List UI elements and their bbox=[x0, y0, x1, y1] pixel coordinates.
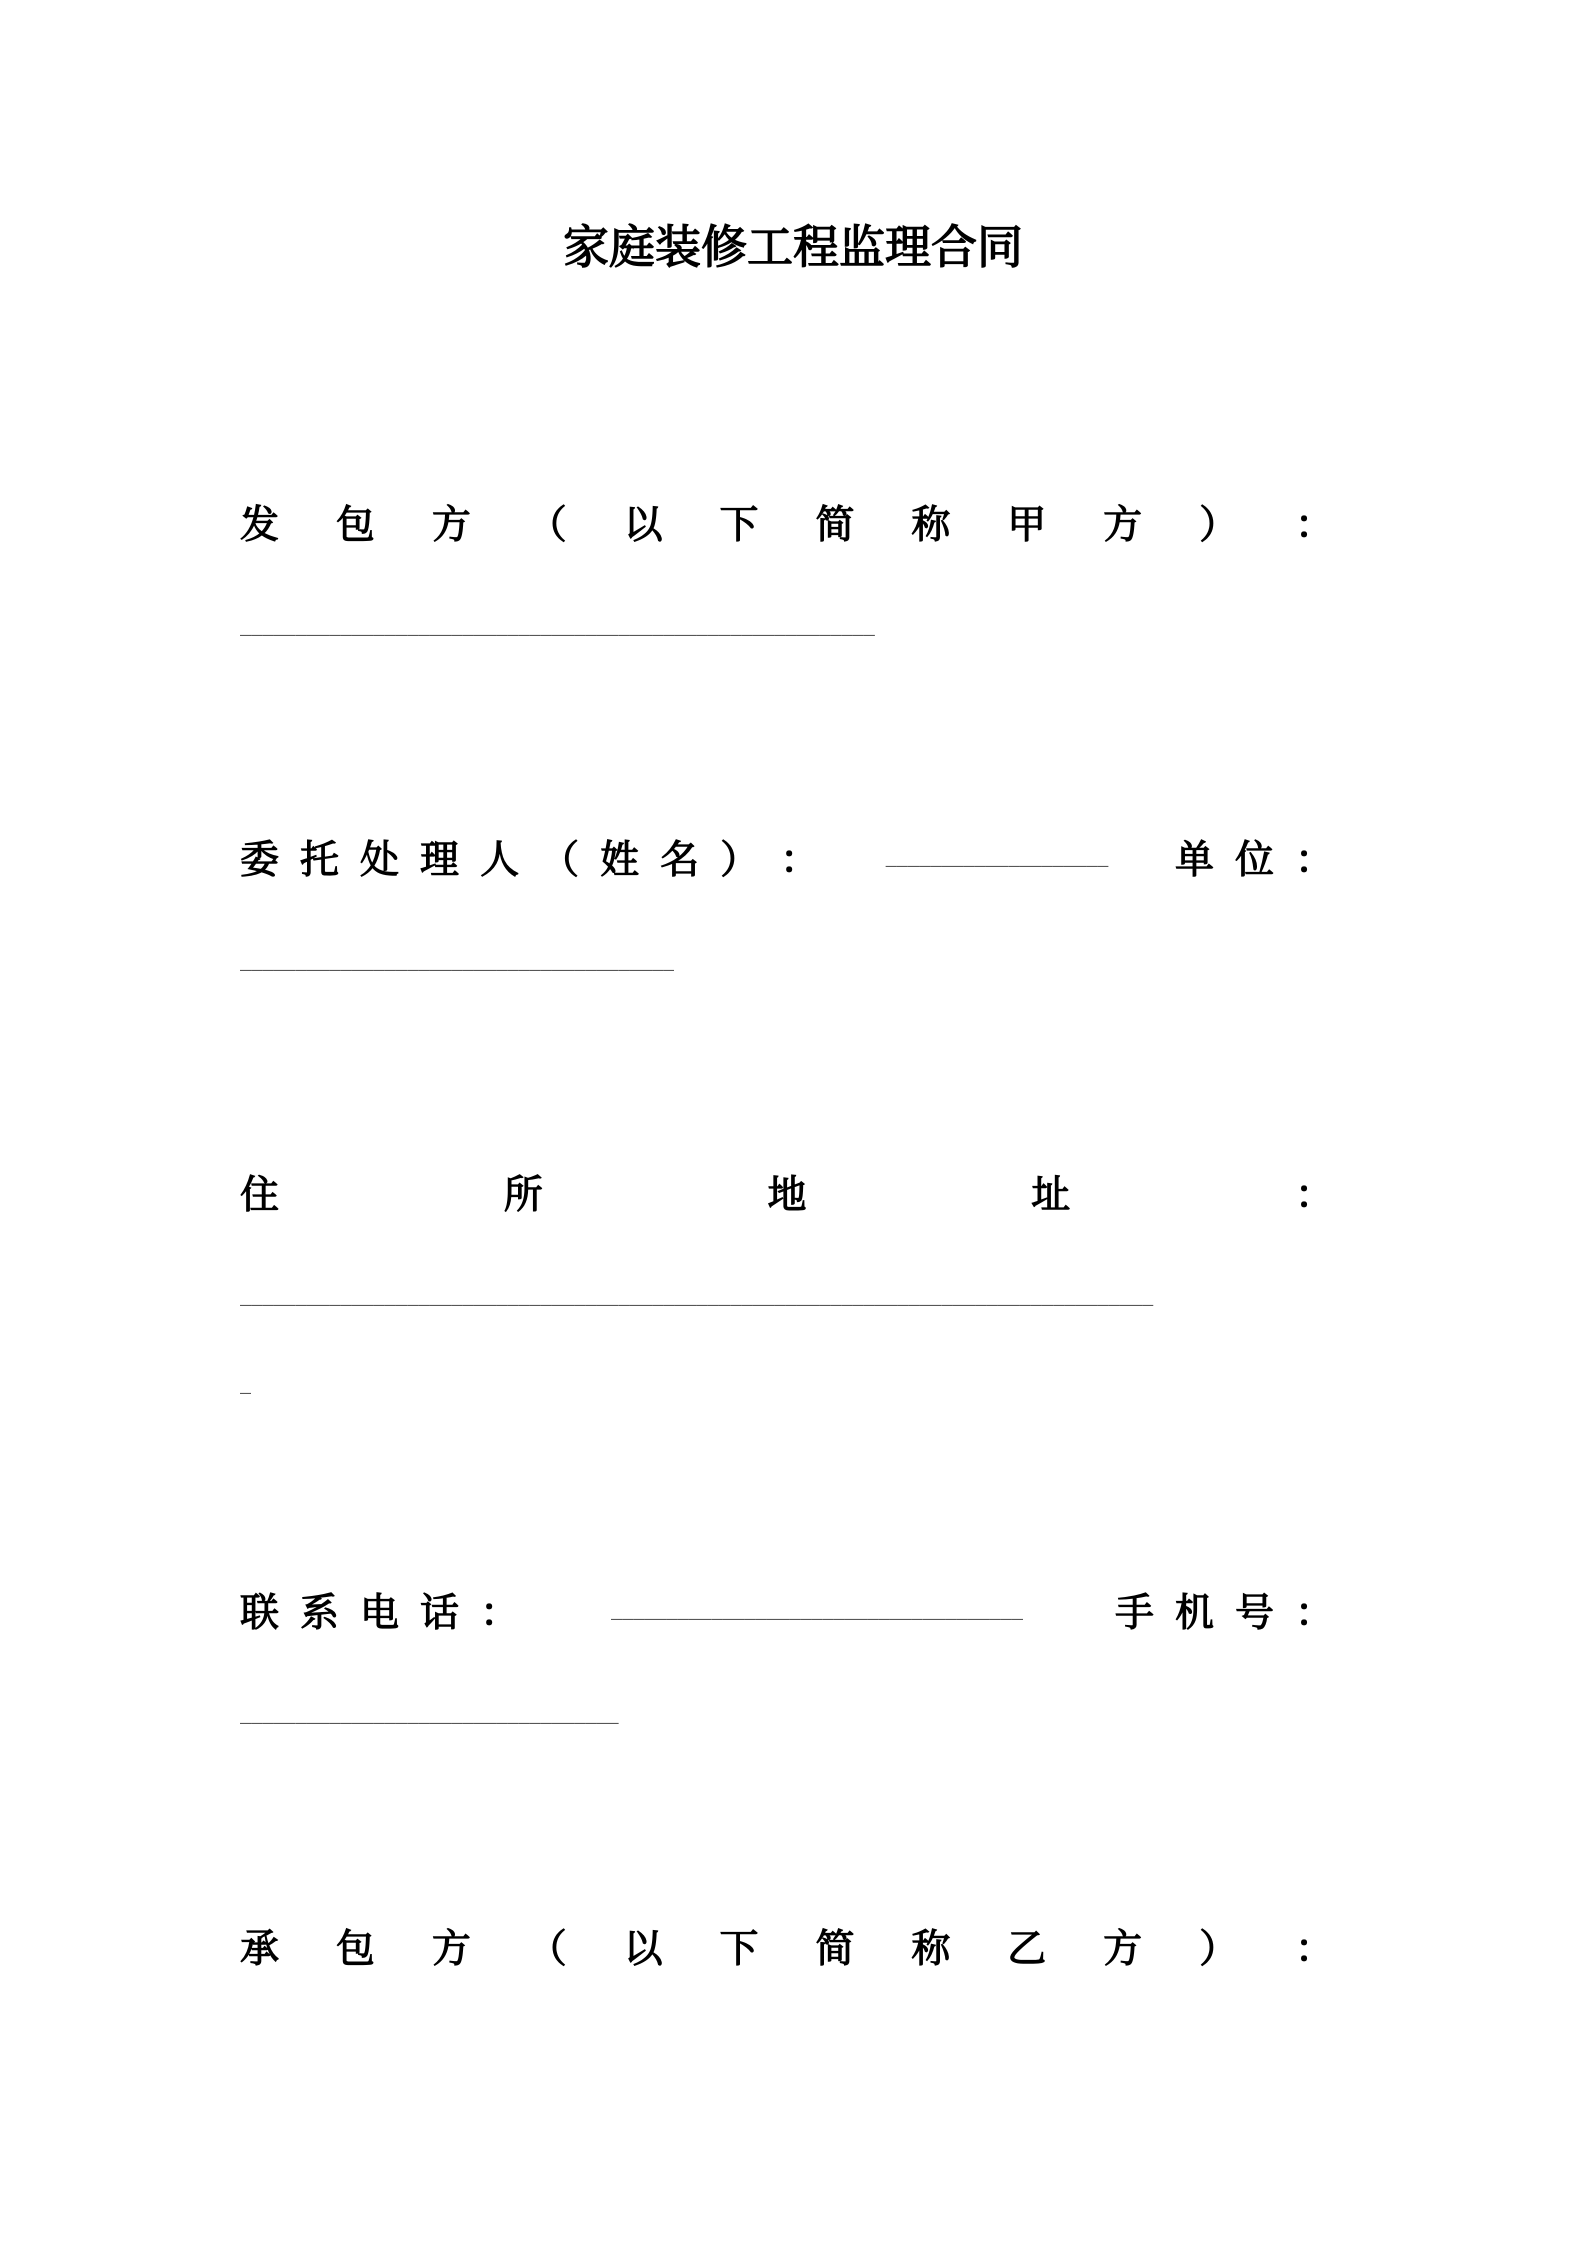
unit-label-char: 单 bbox=[1174, 838, 1214, 883]
contractor-label-char: ： bbox=[1294, 1927, 1334, 1972]
document-title: 家庭装修工程监理合同 bbox=[563, 220, 1023, 274]
employer-label-char: ） bbox=[1199, 503, 1239, 548]
mobile-label bbox=[1115, 1582, 1334, 1638]
employer-label-char: 方 bbox=[1103, 503, 1143, 548]
employer-label-char: 包 bbox=[335, 503, 375, 548]
contractor-label-char: ） bbox=[1199, 1927, 1239, 1972]
agent-name-blank: ____________________ bbox=[885, 846, 1109, 867]
address-label bbox=[240, 1164, 1334, 1220]
employer-label-char: （ bbox=[527, 503, 567, 548]
mobile-label-char: 手 bbox=[1114, 1591, 1154, 1636]
employer-label-char: ： bbox=[1294, 503, 1334, 548]
contractor-label-char: 乙 bbox=[1007, 1927, 1047, 1972]
contractor-label-char: 包 bbox=[335, 1927, 375, 1972]
employer-label-char: 称 bbox=[911, 503, 951, 548]
unit-label-char: ： bbox=[1294, 838, 1334, 883]
contractor-label bbox=[240, 1918, 1334, 1974]
address-label-char: 地 bbox=[767, 1173, 807, 1218]
agent-label-char: 理 bbox=[420, 838, 460, 883]
address-label-char: ： bbox=[1294, 1173, 1334, 1218]
employer-label bbox=[240, 494, 1334, 550]
phone-label-char: 话 bbox=[420, 1591, 460, 1636]
agent-label-char: 人 bbox=[480, 838, 520, 883]
address-blank-line-cont: _ bbox=[240, 1373, 252, 1394]
phone-label-char: 电 bbox=[360, 1591, 400, 1636]
mobile-label-char: 机 bbox=[1174, 1591, 1214, 1636]
employer-label-char: 甲 bbox=[1007, 503, 1047, 548]
address-blank-line: __________________________________________________________________________________ bbox=[240, 1285, 1154, 1306]
contractor-label-char: 方 bbox=[431, 1927, 471, 1972]
address-label-char: 址 bbox=[1031, 1173, 1071, 1218]
agent-label-char: 托 bbox=[300, 838, 340, 883]
unit-label bbox=[1175, 829, 1334, 885]
agent-label-char: ） bbox=[720, 838, 760, 883]
contractor-label-char: 简 bbox=[815, 1927, 855, 1972]
contractor-label-char: 下 bbox=[719, 1927, 759, 1972]
address-label-char: 住 bbox=[240, 1173, 280, 1218]
agent-label bbox=[240, 829, 819, 885]
contractor-label-char: （ bbox=[527, 1927, 567, 1972]
agent-label-char: 名 bbox=[660, 838, 700, 883]
agent-label-char: （ bbox=[540, 838, 580, 883]
phone-label-char: 系 bbox=[300, 1591, 340, 1636]
employer-label-char: 发 bbox=[240, 503, 280, 548]
employer-blank-line: _________________________________________________________ bbox=[240, 615, 875, 636]
phone-label-char: ： bbox=[480, 1591, 520, 1636]
unit-blank-line: _______________________________________ bbox=[240, 950, 675, 971]
mobile-label-char: ： bbox=[1294, 1591, 1334, 1636]
phone-label bbox=[240, 1582, 519, 1638]
agent-row bbox=[240, 829, 1334, 885]
contractor-label-char: 称 bbox=[911, 1927, 951, 1972]
phone-row bbox=[240, 1582, 1334, 1638]
contractor-label-char: 承 bbox=[240, 1927, 280, 1972]
employer-label-char: 简 bbox=[815, 503, 855, 548]
agent-label-char: 委 bbox=[240, 838, 280, 883]
contractor-label-char: 以 bbox=[623, 1927, 663, 1972]
contractor-label-char: 方 bbox=[1103, 1927, 1143, 1972]
agent-label-char: ： bbox=[780, 838, 820, 883]
agent-label-char: 姓 bbox=[600, 838, 640, 883]
phone-blank: _____________________________________ bbox=[610, 1599, 1024, 1620]
employer-label-char: 下 bbox=[719, 503, 759, 548]
employer-label-char: 方 bbox=[431, 503, 471, 548]
mobile-blank-line: __________________________________ bbox=[240, 1703, 619, 1724]
agent-label-char: 处 bbox=[360, 838, 400, 883]
mobile-label-char: 号 bbox=[1234, 1591, 1274, 1636]
unit-label-char: 位 bbox=[1234, 838, 1274, 883]
phone-label-char: 联 bbox=[240, 1591, 280, 1636]
address-label-char: 所 bbox=[503, 1173, 543, 1218]
employer-label-char: 以 bbox=[623, 503, 663, 548]
